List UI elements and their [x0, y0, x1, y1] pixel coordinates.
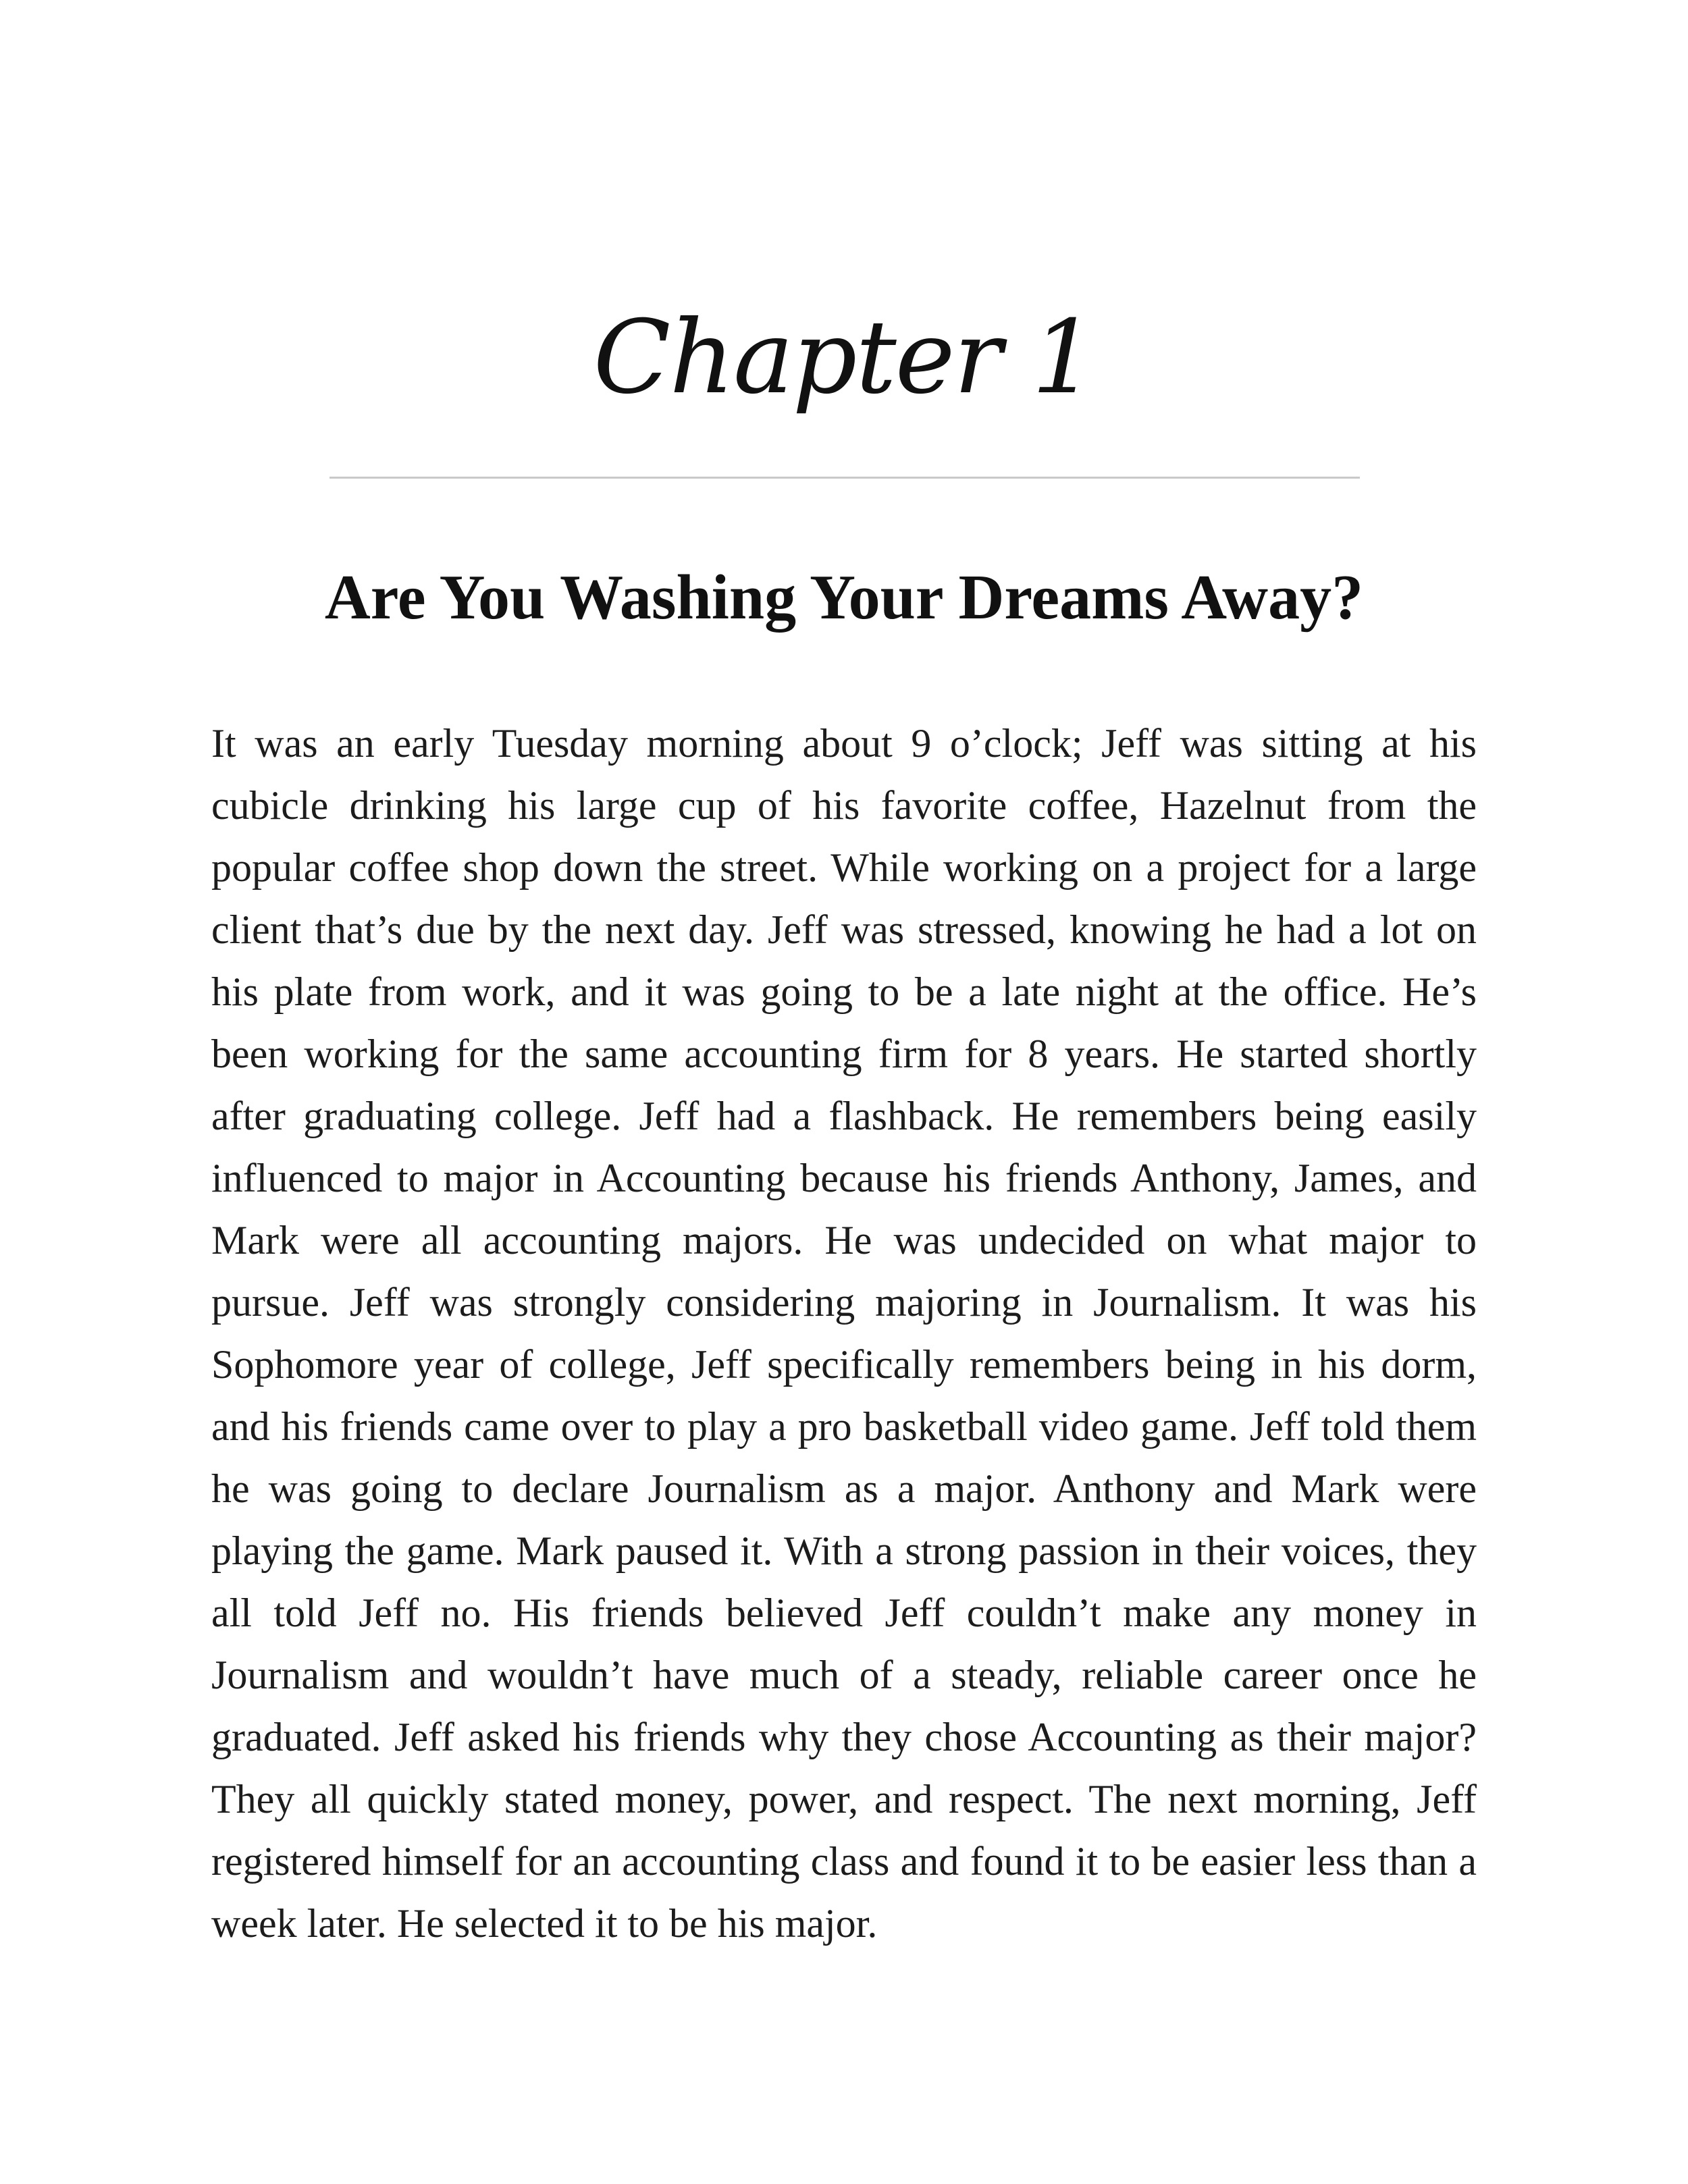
chapter-label: Chapter 1 [593, 299, 1095, 417]
chapter-title: Are You Washing Your Dreams Away? [324, 562, 1364, 633]
body-paragraph: It was an early Tuesday morning about 9 o’clock; Jeff was sitting at his cubicle drinking his large cup of his favorite coffee, Hazelnut from the popular coffee shop down the street. While working on a project for a large client that’s due by the next day. Jeff was stressed, knowing he had a lot on his plate from work, and it was going to be a late night at the office. He’s been working for the same accounting firm for 8 years. He started shortly after graduating college. Jeff had a flashback. He remembers being easily influenced to major in Accounting because his friends Anthony, James, and Mark were all accounting majors. He was undecided on what major to pursue. Jeff was strongly considering majoring in Journalism. It was his Sophomore year of college, Jeff specifically remembers being in his dorm, and his friends came over to play a pro basketball video game. Jeff told them he was going to declare Journalism as a major. Anthony and Mark were playing the game. Mark paused it. With a strong passion in their voices, they all told Jeff no. His friends believed Jeff couldn’t make any money in Journalism and wouldn’t have much of a steady, reliable career once he graduated. Jeff asked his friends why they chose Accounting as their major? They all quickly stated money, power, and respect. The next morning, Jeff registered himself for an accounting class and found it to be easier less than a week later. He selected it to be his major. [211, 721, 1477, 1946]
chapter-divider [329, 477, 1360, 479]
